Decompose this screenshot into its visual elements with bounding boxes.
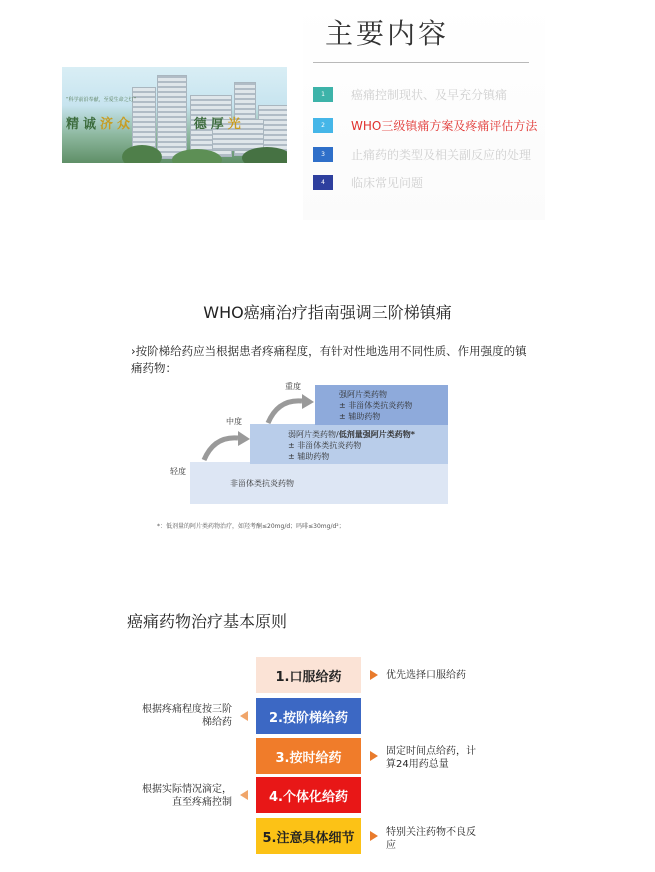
principle-box-1: 1.口服给药 xyxy=(256,657,361,693)
step-2-text: 弱阿片类药物/低剂量强阿片类药物* ± 非甾体类抗炎药物 ± 辅助药物 xyxy=(288,430,415,461)
contents-number-badge: 3 xyxy=(313,147,333,162)
step-up-arrow-icon xyxy=(262,393,318,427)
principle-box-3: 3.按时给药 xyxy=(256,738,361,774)
arrow-right-icon xyxy=(370,670,378,680)
level-mild-label: 轻度 xyxy=(170,467,186,476)
photo-slogan: 精诚济众 德厚光 xyxy=(66,117,245,132)
contents-number-badge: 4 xyxy=(313,175,333,190)
contents-item-label: 临床常见问题 xyxy=(351,175,424,190)
contents-number-badge: 1 xyxy=(313,87,333,102)
principle-note-5: 特别关注药物不良反应 xyxy=(386,827,476,851)
step-1-text: 非甾体类抗炎药物 xyxy=(230,479,294,488)
contents-number-badge: 2 xyxy=(313,118,333,133)
contents-item-label: 癌痛控制现状、及早充分镇痛 xyxy=(351,87,508,102)
principle-box-5: 5.注意具体细节 xyxy=(256,818,361,854)
contents-item-3 xyxy=(313,146,531,162)
ladder-intro: ›按阶梯给药应当根据患者疼痛程度，有针对性地选用不同性质、作用强度的镇痛药物： xyxy=(131,344,527,375)
contents-divider xyxy=(313,62,529,63)
contents-item-2 xyxy=(313,117,537,133)
arrow-right-icon xyxy=(370,751,378,761)
arrow-left-icon xyxy=(240,790,248,800)
contents-item-label: 止痛药的类型及相关副反应的处理 xyxy=(351,147,532,162)
photo-caption: “科学前沿奉献，至爱生命之灯” xyxy=(66,97,137,103)
contents-title: 主要内容 xyxy=(325,17,450,50)
step-3-text: 强阿片类药物 ± 非甾体类抗炎药物 ± 辅助药物 xyxy=(339,390,413,421)
step-1-box xyxy=(190,462,448,504)
ladder-footnote: *：低剂量的阿片类药物治疗，如羟考酮≤20mg/d；吗啡≤30mg/d²； xyxy=(157,523,345,530)
principle-note-4: 根据实际情况滴定，直至疼痛控制 xyxy=(142,784,232,808)
principle-note-2: 根据疼痛程度按三阶梯给药 xyxy=(142,704,232,728)
contents-item-1 xyxy=(313,86,507,102)
contents-item-4 xyxy=(313,174,423,190)
arrow-left-icon xyxy=(240,711,248,721)
principles-title: 癌痛药物治疗基本原则 xyxy=(127,612,288,631)
principle-box-2: 2.按阶梯给药 xyxy=(256,698,361,734)
principle-box-4: 4.个体化给药 xyxy=(256,777,361,813)
ladder-title: WHO癌痛治疗指南强调三阶梯镇痛 xyxy=(203,303,452,322)
level-moderate-label: 中度 xyxy=(226,417,242,426)
step-up-arrow-icon xyxy=(198,430,254,464)
hospital-photo xyxy=(62,67,287,163)
arrow-right-icon xyxy=(370,831,378,841)
contents-item-label: WHO三级镇痛方案及疼痛评估方法 xyxy=(351,118,538,133)
principle-note-1: 优先选择口服给药 xyxy=(386,670,466,681)
level-severe-label: 重度 xyxy=(285,382,301,391)
principle-note-3: 固定时间点给药，计算24用药总量 xyxy=(386,746,476,770)
